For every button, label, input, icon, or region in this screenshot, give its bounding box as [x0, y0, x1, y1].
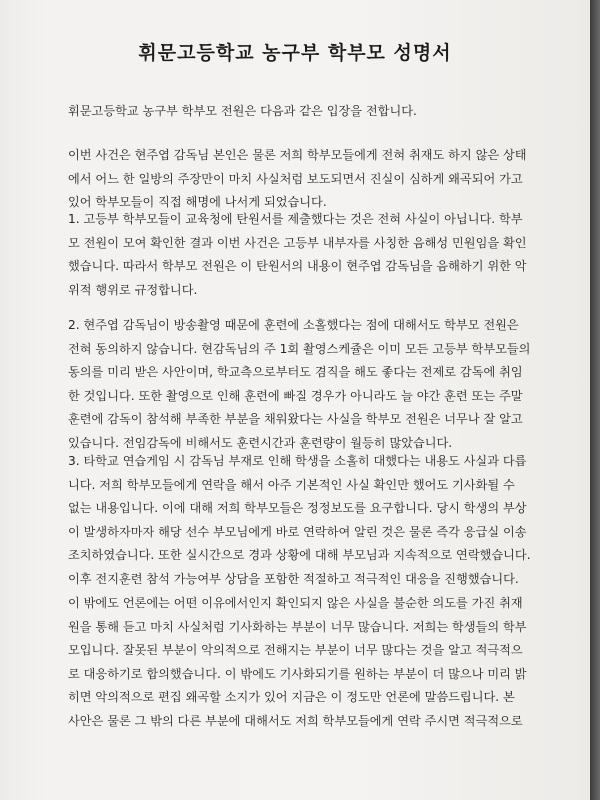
text-line: 휘문고등학교 농구부 학부모 전원은 다음과 같은 입장을 전합니다.: [68, 104, 417, 118]
text-line: 원을 통해 듣고 마치 사실처럼 기사화하는 부분이 너무 많습니다. 저희는 학생들의 학부: [68, 619, 527, 634]
paragraph-point-1: [68, 208, 588, 302]
document-title: 휘문고등학교 농구부 학부모 성명서: [138, 42, 452, 64]
text-line: 1. 고등부 학부모들이 교육청에 탄원서를 제출했다는 것은 전혀 사실이 아닙니다. 학부: [68, 212, 523, 226]
text-line: 모 전원이 모여 확인한 결과 이번 사건은 고등부 내부자를 사칭한 음해성 민원임을 확인: [68, 235, 527, 250]
paragraph-context: [68, 144, 588, 215]
text-line: 한 것입니다. 또한 촬영으로 인해 훈련에 빠질 경우가 아니라도 늘 야간 훈련 또는 주말: [68, 388, 523, 403]
text-line: 이번 사건은 현주엽 감독님 본인은 물론 저희 학부모들에게 전혀 취재도 하지 않은 상태: [68, 148, 527, 162]
text-line: 있어 학부모들이 직접 해명에 나서게 되었습니다.: [68, 195, 327, 209]
text-line: 니다. 저희 학부모들에게 연락을 해서 아주 기본적인 사실 확인만 했어도 기사화될 수: [68, 477, 515, 492]
paragraph-point-2: [68, 314, 588, 455]
text-line: 있습니다. 전임감독에 비해서도 훈련시간과 훈련량이 월등히 많았습니다.: [68, 435, 453, 450]
text-line: 조치하였습니다. 또한 실시간으로 경과 상황에 대해 부모님과 지속적으로 연락했습니다.: [68, 548, 531, 562]
text-line: 3. 타학교 연습게임 시 감독님 부재로 인해 학생을 소홀히 대했다는 내용도 사실과 다릅: [68, 454, 527, 468]
text-line: 이 밖에도 언론에는 어떤 이유에서인지 확인되지 않은 사실을 불순한 의도를 가진 취재: [68, 596, 523, 610]
page-edge-shadow: [590, 0, 600, 800]
text-line: 동의를 미리 받은 사안이며, 학교측으로부터도 겸직을 해도 좋다는 전제로 감독에 취임: [68, 365, 523, 379]
text-line: 사안은 물론 그 밖의 다른 부분에 대해서도 저희 학부모들에게 연락 주시면 적극적으로: [68, 713, 523, 728]
text-line: 이후 전지훈련 참석 가능여부 상담을 포함한 적절하고 적극적인 대응을 진행했습니다.: [68, 571, 519, 586]
paragraph-closing: [68, 592, 588, 733]
text-line: 훈련에 감독이 참석해 부족한 부분을 채워왔다는 사실을 학부모 전원은 너무나 잘 알고: [68, 412, 523, 426]
text-line: 2. 현주엽 감독님이 방송촬영 때문에 훈련에 소홀했다는 점에 대해서도 학부모 전원은: [68, 318, 519, 332]
paragraph-intro: [68, 100, 588, 124]
text-line: 에서 어느 한 일방의 주장만이 마치 사실처럼 보도되면서 진실이 심하게 왜곡되어 가고: [68, 171, 523, 186]
text-line: 이 발생하자마자 해당 선수 부모님에게 바로 연락하여 알린 것은 물론 즉각 응급실 이송: [68, 524, 527, 539]
text-line: 위적 행위로 규정합니다.: [68, 282, 198, 297]
paragraph-point-3: [68, 450, 588, 591]
text-line: 전혀 동의하지 않습니다. 현감독님의 주 1회 촬영스케쥴은 이미 모든 고등부 학부모들의: [68, 341, 531, 356]
text-line: 히면 악의적으로 편집 왜곡할 소지가 있어 지금은 이 정도만 언론에 말씀드립니다. 본: [68, 690, 515, 704]
text-line: 모입니다. 잘못된 부분이 악의적으로 전해지는 부분이 너무 많다는 것을 알고 적극적으: [68, 643, 523, 657]
text-line: 로 대응하기로 합의했습니다. 이 밖에도 기사화되기를 원하는 부분이 더 많으나 미리 밝: [68, 666, 527, 681]
text-line: 했습니다. 따라서 학부모 전원은 이 탄원서의 내용이 현주엽 감독님을 음해하기 위한 악: [68, 259, 527, 273]
text-line: 없는 내용입니다. 이에 대해 저희 학부모들은 정정보도를 요구합니다. 당시 학생의 부상: [68, 501, 527, 515]
